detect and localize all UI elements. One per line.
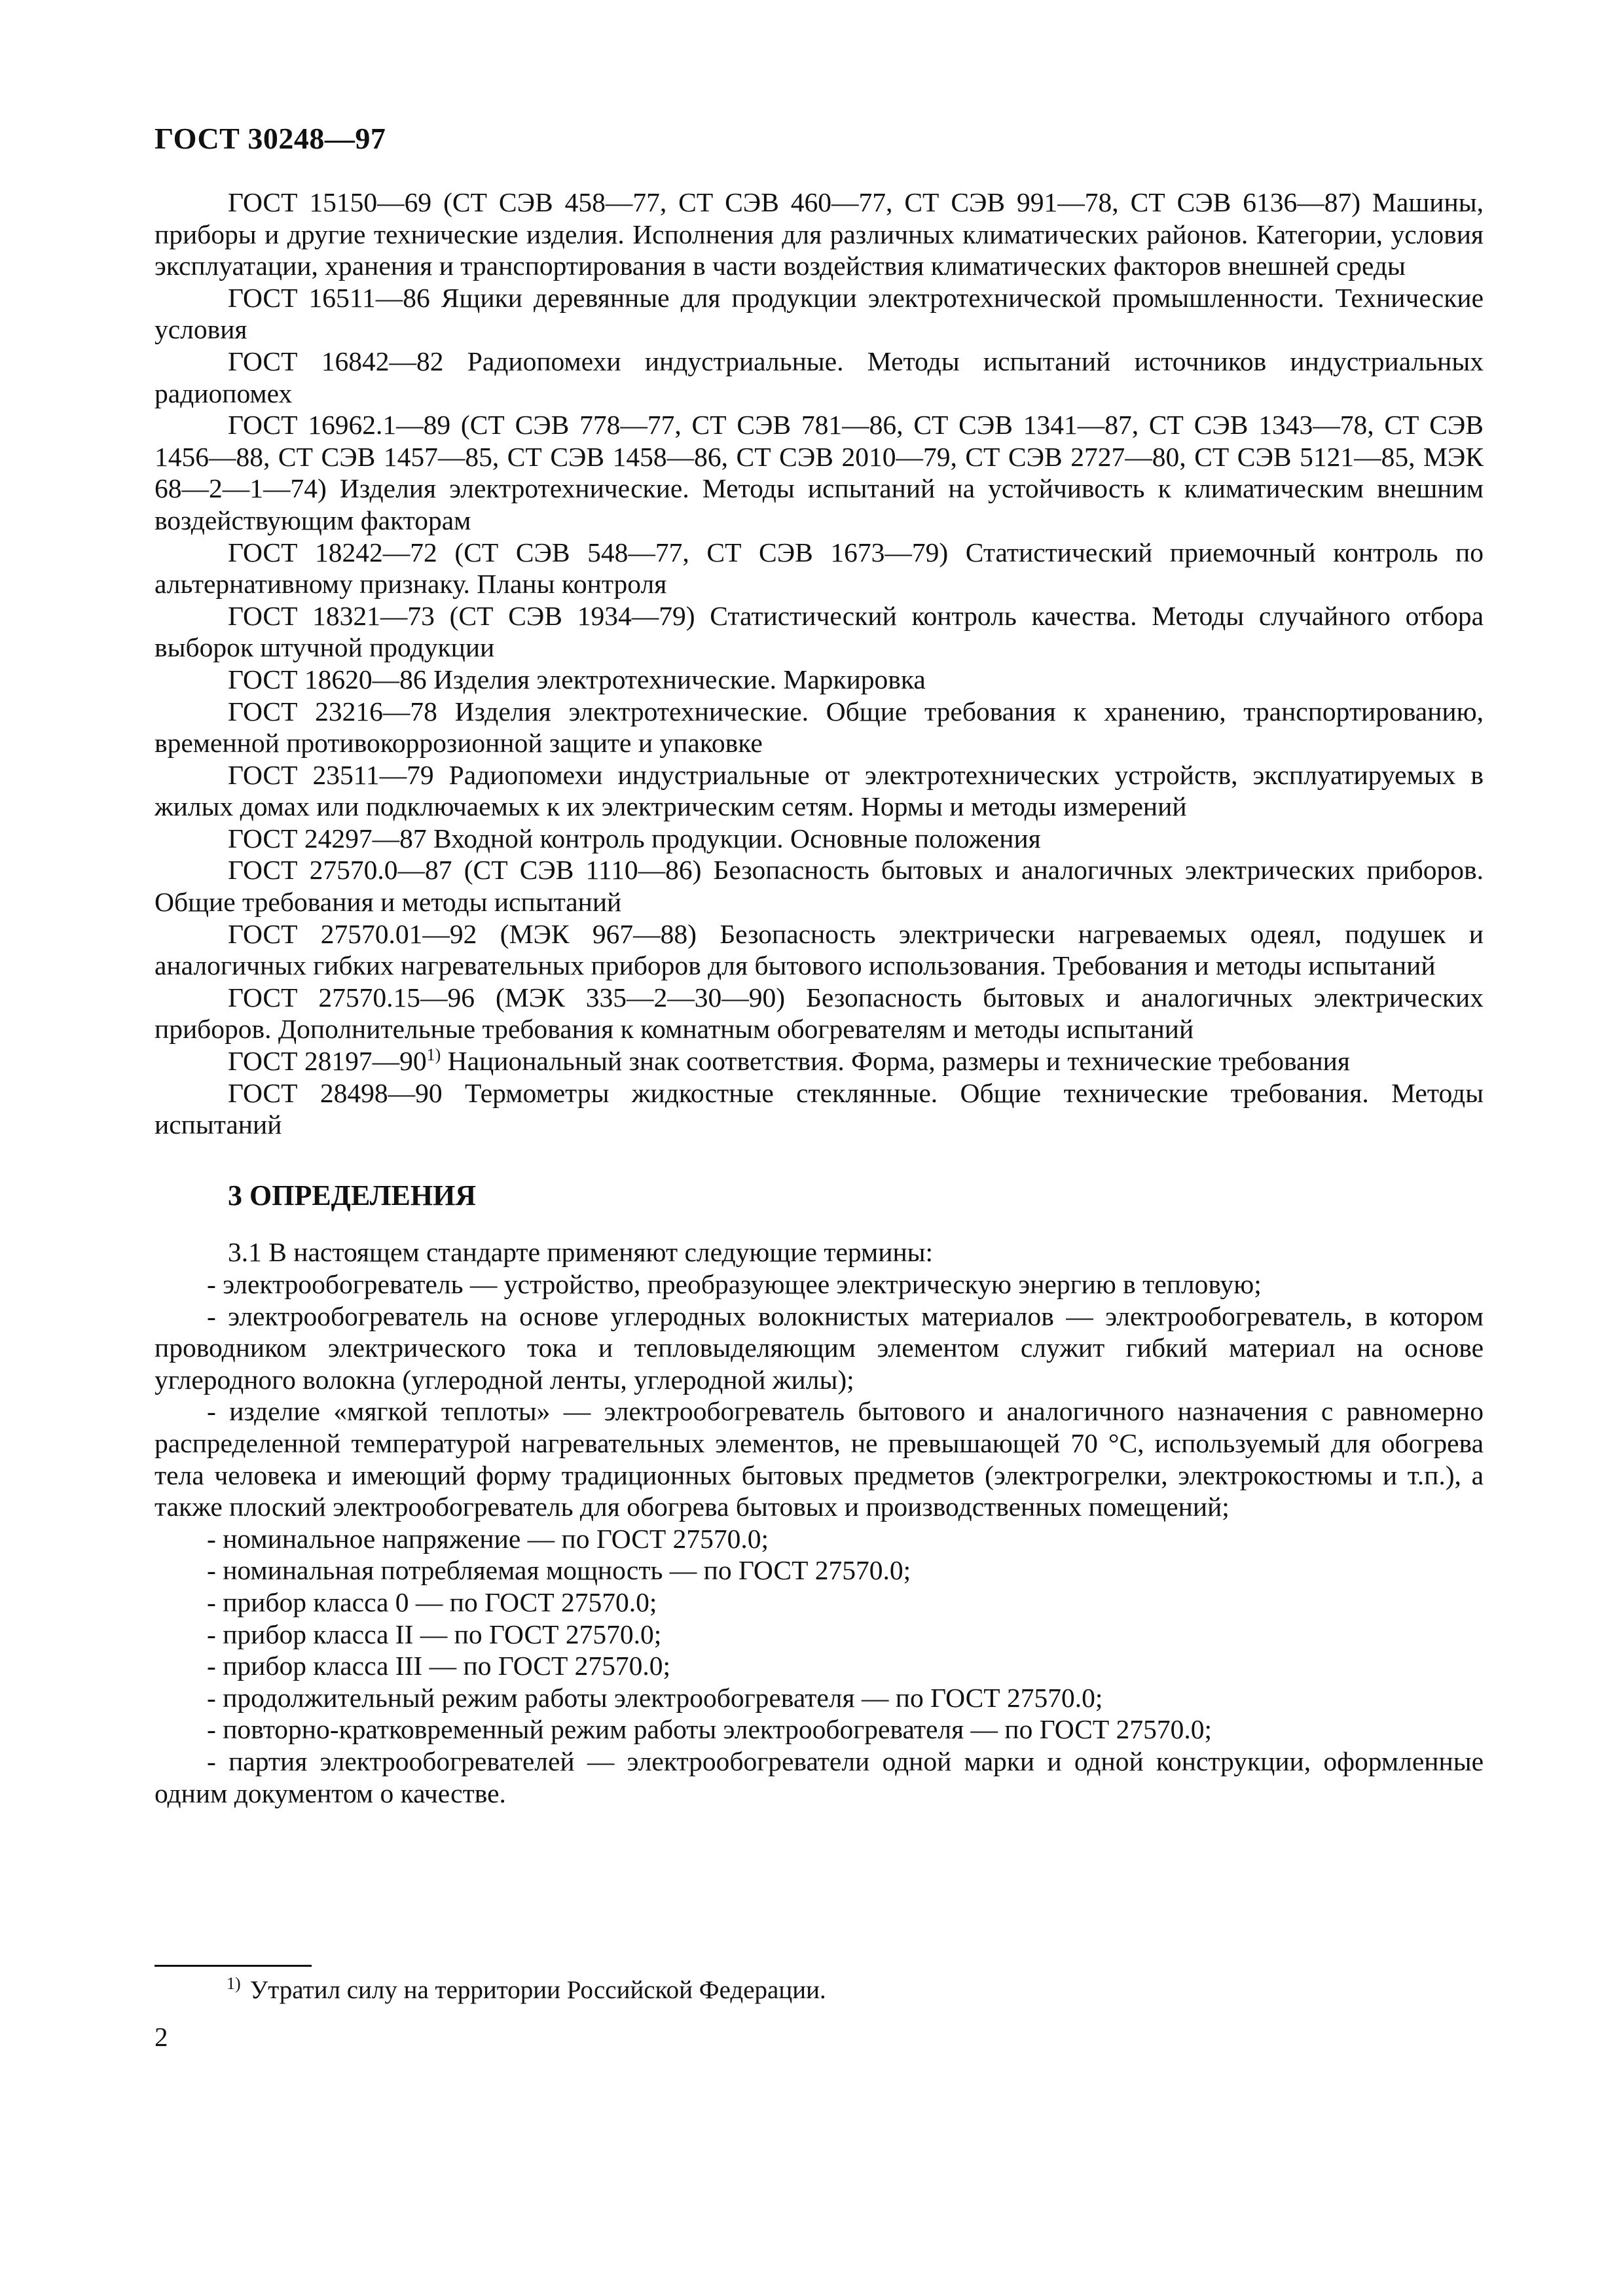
definition-item: - прибор класса 0 — по ГОСТ 27570.0;	[207, 1587, 657, 1617]
reference-gost-28197	[155, 1045, 1484, 1077]
reference-gost-23216: ГОСТ 23216—78 Изделия электротехнические. Общие требования к хранению, транспортированию, временной противокоррозионной защите и упаковке	[155, 696, 1484, 759]
reference-gost-27570-15: ГОСТ 27570.15—96 (МЭК 335—2—30—90) Безопасность бытовых и аналогичных электрических приборов. Дополнительные требования к комнатным обогревателям и методы испытаний	[155, 982, 1484, 1045]
reference-gost-15150: ГОСТ 15150—69 (СТ СЭВ 458—77, СТ СЭВ 460—77, СТ СЭВ 991—78, СТ СЭВ 6136—87) Машины, приборы и другие технические изделия. Исполнения для различных климатических районов. Категории, условия эксплуатации, хранения и транспортирования в части воздействия климатических факторов внешней среды	[155, 187, 1484, 281]
definition-item: - прибор класса II — по ГОСТ 27570.0;	[207, 1619, 662, 1649]
definition-item: - номинальная потребляемая мощность — по ГОСТ 27570.0;	[207, 1555, 911, 1586]
footnote-reference-mark: 1)	[426, 1045, 441, 1065]
footnote-text: Утратил силу на территории Российской Федерации.	[249, 1976, 826, 2004]
definition-item: - номинальное напряжение — по ГОСТ 27570.0;	[207, 1523, 769, 1554]
reference-gost-24297: ГОСТ 24297—87 Входной контроль продукции. Основные положения	[228, 823, 1041, 853]
reference-code: ГОСТ 28197—90	[228, 1046, 427, 1077]
footnote	[227, 1975, 826, 2005]
definition-item: - электрообогреватель — устройство, преобразующее электрическую энергию в тепловую;	[207, 1269, 1262, 1299]
definitions-intro: 3.1 В настоящем стандарте применяют следующие термины:	[228, 1237, 934, 1268]
reference-title: Национальный знак соответствия. Форма, размеры и технические требования	[441, 1046, 1350, 1077]
page-body	[155, 187, 1484, 1809]
reference-gost-18620: ГОСТ 18620—86 Изделия электротехнические. Маркировка	[228, 664, 926, 694]
reference-gost-18242: ГОСТ 18242—72 (СТ СЭВ 548—77, СТ СЭВ 1673—79) Статистический приемочный контроль по альтернативному признаку. Планы контроля	[155, 537, 1484, 600]
reference-gost-16962-1: ГОСТ 16962.1—89 (СТ СЭВ 778—77, СТ СЭВ 781—86, СТ СЭВ 1341—87, СТ СЭВ 1343—78, СТ СЭВ 1456—88, СТ СЭВ 1457—85, СТ СЭВ 1458—86, СТ СЭВ 2010—79, СТ СЭВ 2727—80, СТ СЭВ 5121—85, МЭК 68—2—1—74) Изделия электротехнические. Методы испытаний на устойчивость к климатическим внешним воздействующим факторам	[155, 410, 1484, 535]
reference-gost-27570-01: ГОСТ 27570.01—92 (МЭК 967—88) Безопасность электрически нагреваемых одеял, подушек и аналогичных гибких нагревательных приборов для бытового использования. Требования и методы испытаний	[155, 918, 1484, 981]
reference-gost-27570-0: ГОСТ 27570.0—87 (СТ СЭВ 1110—86) Безопасность бытовых и аналогичных электрических приборов. Общие требования и методы испытаний	[155, 855, 1484, 918]
reference-gost-18321: ГОСТ 18321—73 (СТ СЭВ 1934—79) Статистический контроль качества. Методы случайного отбора выборок штучной продукции	[155, 600, 1484, 663]
definition-item: - продолжительный режим работы электрообогревателя — по ГОСТ 27570.0;	[207, 1682, 1103, 1713]
footnote-divider	[155, 1965, 312, 1967]
definition-item: - прибор класса III — по ГОСТ 27570.0;	[207, 1651, 671, 1681]
reference-gost-16511: ГОСТ 16511—86 Ящики деревянные для продукции электротехнической промышленности. Технические условия	[155, 282, 1484, 345]
definition-item: - партия электрообогревателей — электрообогреватели одной марки и одной конструкции, оформленные одним документом о качестве.	[155, 1746, 1484, 1808]
definition-item: - изделие «мягкой теплоты» — электрообогреватель бытового и аналогичного назначения с равномерно распределенной температурой нагревательных элементов, не превышающей 70 °С, используемый для обогрева тела человека и имеющий форму традиционных бытовых предметов (электрогрелки, электрокостюмы и т.п.), а также плоский электрообогреватель для обогрева бытовых и производственных помещений;	[155, 1396, 1484, 1522]
section-title: 3 ОПРЕДЕЛЕНИЯ	[228, 1179, 477, 1211]
definition-item: - повторно-кратковременный режим работы электрообогревателя — по ГОСТ 27570.0;	[207, 1714, 1213, 1745]
reference-gost-16842: ГОСТ 16842—82 Радиопомехи индустриальные. Методы испытаний источников индустриальных радиопомех	[155, 346, 1484, 408]
page-number: 2	[155, 2022, 168, 2052]
definition-item: - электрообогреватель на основе углеродных волокнистых материалов — электрообогреватель, в котором проводником электрического тока и тепловыделяющим элементом служит гибкий материал на основе углеродного волокна (углеродной ленты, углеродной жилы);	[155, 1300, 1484, 1395]
document-code-header: ГОСТ 30248—97	[155, 122, 386, 155]
footnote-mark: 1)	[227, 1974, 241, 1993]
reference-gost-23511: ГОСТ 23511—79 Радиопомехи индустриальные от электротехнических устройств, эксплуатируемых в жилых домах или подключаемых к их электрическим сетям. Нормы и методы измерений	[155, 759, 1484, 822]
reference-gost-28498: ГОСТ 28498—90 Термометры жидкостные стеклянные. Общие технические требования. Методы испытаний	[155, 1077, 1484, 1140]
